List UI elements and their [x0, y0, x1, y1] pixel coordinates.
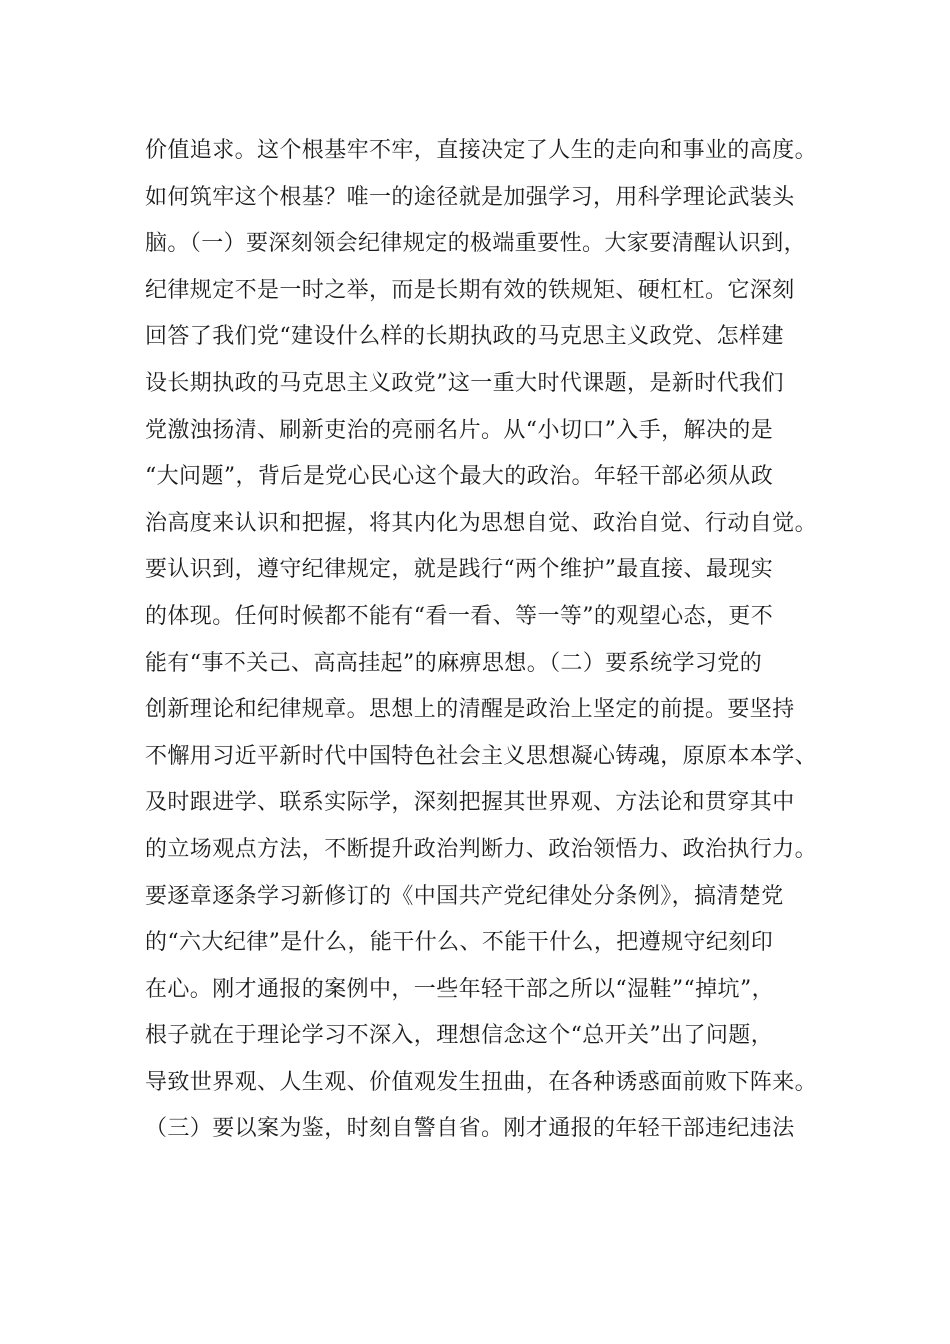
- text-line: 党激浊扬清、刷新吏治的亮丽名片。从“小切口”入手，解决的是: [145, 417, 774, 443]
- body-text: [145, 128, 825, 1153]
- text-line: 在心。刚才通报的案例中，一些年轻干部之所以“湿鞋”“掉坑”，: [145, 976, 774, 1002]
- text-line: “大问题”，背后是党心民心这个最大的政治。年轻干部必须从政: [145, 464, 774, 490]
- text-line: 脑。（一）要深刻领会纪律规定的极端重要性。大家要清醒认识到，: [145, 231, 807, 257]
- text-line: 治高度来认识和把握，将其内化为思想自觉、政治自觉、行动自觉。: [145, 510, 818, 536]
- text-line: 设长期执政的马克思主义政党”这一重大时代课题，是新时代我们: [145, 370, 784, 396]
- text-line: 根子就在于理论学习不深入，理想信念这个“总开关”出了问题，: [145, 1023, 774, 1049]
- text-line: 价值追求。这个根基牢不牢，直接决定了人生的走向和事业的高度。: [145, 138, 818, 163]
- text-line: 的立场观点方法，不断提升政治判断力、政治领悟力、政治执行力。: [145, 836, 818, 862]
- text-line: 及时跟进学、联系实际学，深刻把握其世界观、方法论和贯穿其中: [145, 790, 795, 816]
- text-line: 纪律规定不是一时之举，而是长期有效的铁规矩、硬杠杠。它深刻: [145, 277, 795, 303]
- text-line: 如何筑牢这个根基？唯一的途径就是加强学习，用科学理论武装头: [145, 184, 795, 210]
- text-line: 能有“事不关己、高高挂起”的麻痹思想。（二）要系统学习党的: [145, 650, 763, 676]
- text-line: 的体现。任何时候都不能有“看一看、等一等”的观望心态，更不: [145, 603, 774, 629]
- text-line: 创新理论和纪律规章。思想上的清醒是政治上坚定的前提。要坚持: [145, 697, 795, 723]
- text-line: 导致世界观、人生观、价值观发生扭曲，在各种诱惑面前败下阵来。: [145, 1069, 818, 1095]
- text-line: 要逐章逐条学习新修订的《中国共产党纪律处分条例》，搞清楚党: [145, 883, 784, 909]
- text-line: 的“六大纪律”是什么，能干什么、不能干什么，把遵规守纪刻印: [145, 930, 774, 956]
- text-line: 不懈用习近平新时代中国特色社会主义思想凝心铸魂，原原本本学、: [145, 743, 818, 769]
- text-line: 要认识到，遵守纪律规定，就是践行“两个维护”最直接、最现实: [145, 557, 774, 583]
- text-line: （三）要以案为鉴，时刻自警自省。刚才通报的年轻干部违纪违法: [145, 1116, 795, 1142]
- text-line: 回答了我们党“建设什么样的长期执政的马克思主义政党、怎样建: [145, 324, 784, 350]
